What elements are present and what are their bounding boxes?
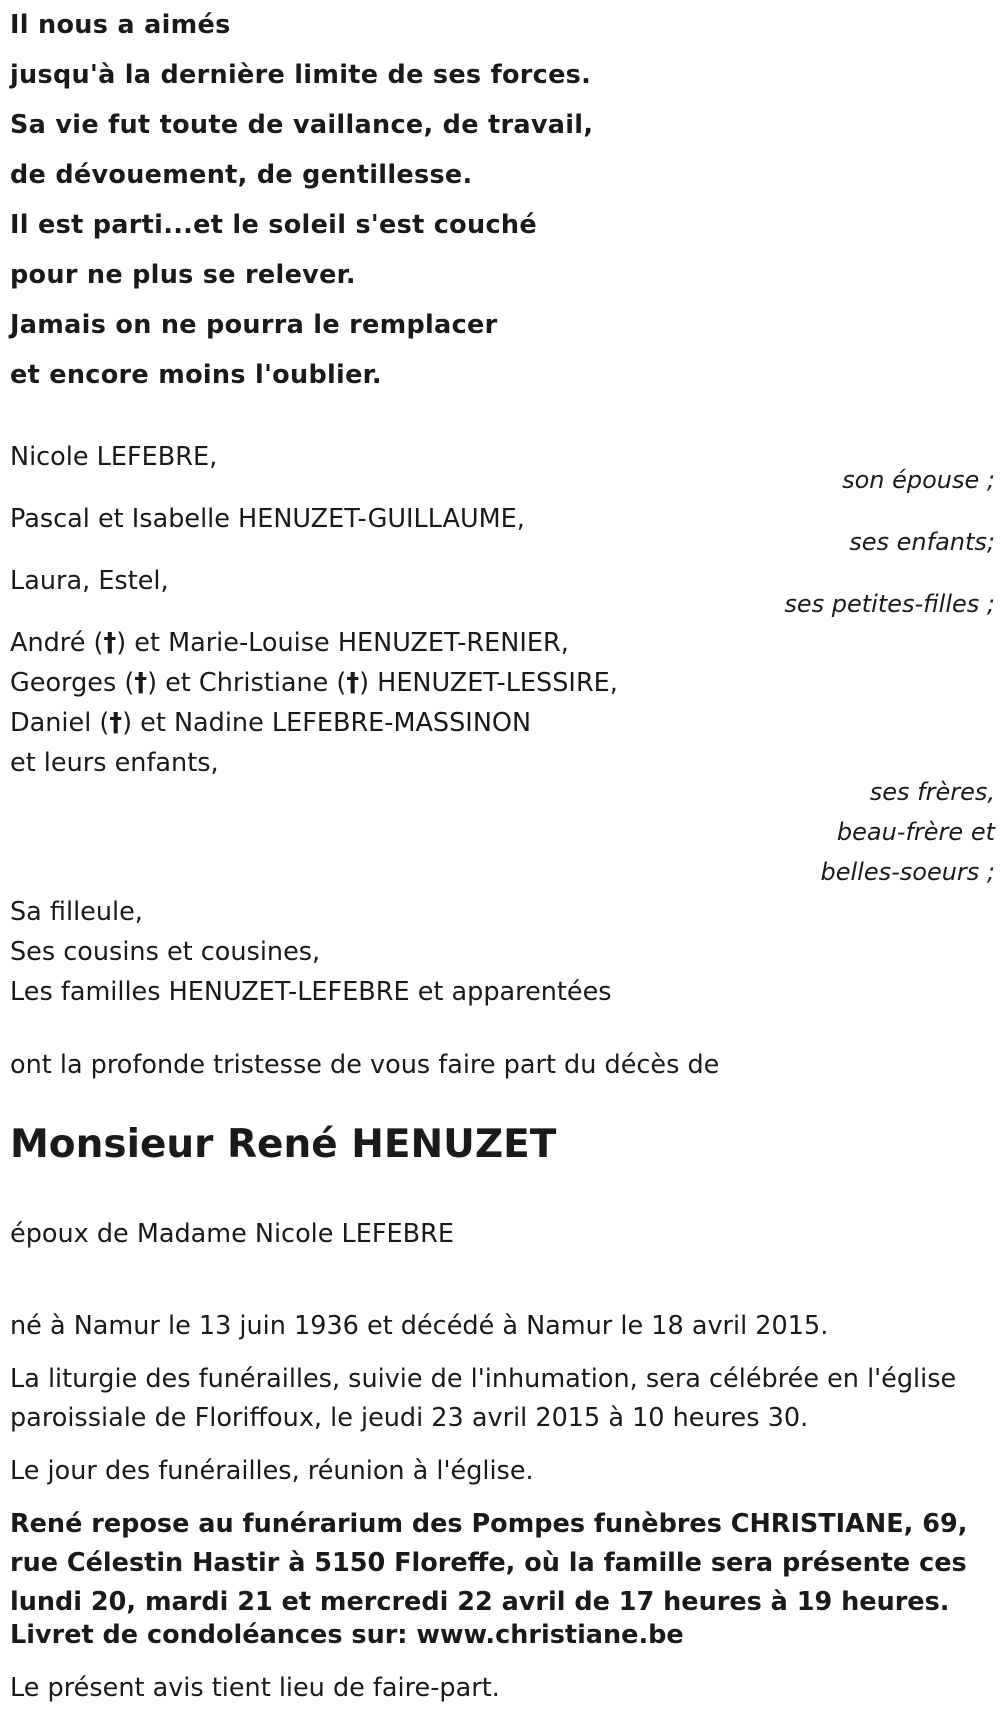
sibling-line-4: et leurs enfants, — [10, 748, 219, 778]
siblings-role: beau-frère et — [836, 818, 995, 846]
poem-line: de dévouement, de gentillesse. — [10, 160, 473, 190]
siblings-role: ses frères, — [869, 778, 995, 806]
children-names: Pascal et Isabelle HENUZET-GUILLAUME, — [10, 504, 525, 534]
poem-line: Jamais on ne pourra le remplacer — [10, 310, 498, 340]
deceased-name: Monsieur René HENUZET — [10, 1122, 557, 1167]
children-role: ses enfants; — [849, 528, 995, 556]
grandchildren-role: ses petites-filles ; — [784, 590, 995, 618]
poem-line: pour ne plus se relever. — [10, 260, 356, 290]
other-relatives: Les familles HENUZET-LEFEBRE et apparentées — [10, 977, 612, 1007]
spouse-name: Nicole LEFEBRE, — [10, 442, 218, 472]
poem-line: Il est parti...et le soleil s'est couché — [10, 210, 537, 240]
obituary-notice — [10, 0, 995, 1715]
spouse-of: époux de Madame Nicole LEFEBRE — [10, 1219, 454, 1249]
sibling-line-3: Daniel (†) et Nadine LEFEBRE-MASSINON — [10, 708, 532, 738]
other-relatives: Ses cousins et cousines, — [10, 937, 321, 967]
closing: Le présent avis tient lieu de faire-part. — [10, 1673, 500, 1703]
birth-death: né à Namur le 13 juin 1936 et décédé à Namur le 18 avril 2015. — [10, 1311, 829, 1341]
poem — [10, 0, 593, 400]
sibling-line-1: André (†) et Marie-Louise HENUZET-RENIER, — [10, 628, 569, 658]
announcement: ont la profonde tristesse de vous faire part du décès de — [10, 1050, 720, 1080]
cross-icon: † — [103, 628, 117, 658]
meeting: Le jour des funérailles, réunion à l'église. — [10, 1456, 534, 1486]
cross-icon: † — [109, 708, 123, 738]
condolences: Livret de condoléances sur: www.christiane.be — [10, 1620, 684, 1650]
funerarium: René repose au funérarium des Pompes funèbres CHRISTIANE, 69, rue Célestin Hastir à 5150 Floreffe, où la famille sera présente ces lundi 20, mardi 21 et mercredi 22 avril de 17 heures à 19 heures. — [10, 1509, 968, 1617]
poem-line: Il nous a aimés — [10, 10, 231, 40]
cross-icon: † — [346, 668, 360, 698]
poem-line: jusqu'à la dernière limite de ses forces. — [10, 60, 592, 90]
poem-line: et encore moins l'oublier. — [10, 360, 382, 390]
spouse-role: son épouse ; — [842, 466, 995, 494]
siblings-role: belles-soeurs ; — [820, 858, 995, 886]
sibling-line-2: Georges (†) et Christiane (†) HENUZET-LESSIRE, — [10, 668, 618, 698]
other-relatives: Sa filleule, — [10, 897, 143, 927]
liturgy: La liturgie des funérailles, suivie de l'inhumation, sera célébrée en l'église paroissiale de Floriffoux, le jeudi 23 avril 2015 à 10 heures 30. — [10, 1364, 957, 1433]
cross-icon: † — [134, 668, 148, 698]
grandchildren-names: Laura, Estel, — [10, 566, 169, 596]
poem-line: Sa vie fut toute de vaillance, de travail, — [10, 110, 594, 140]
